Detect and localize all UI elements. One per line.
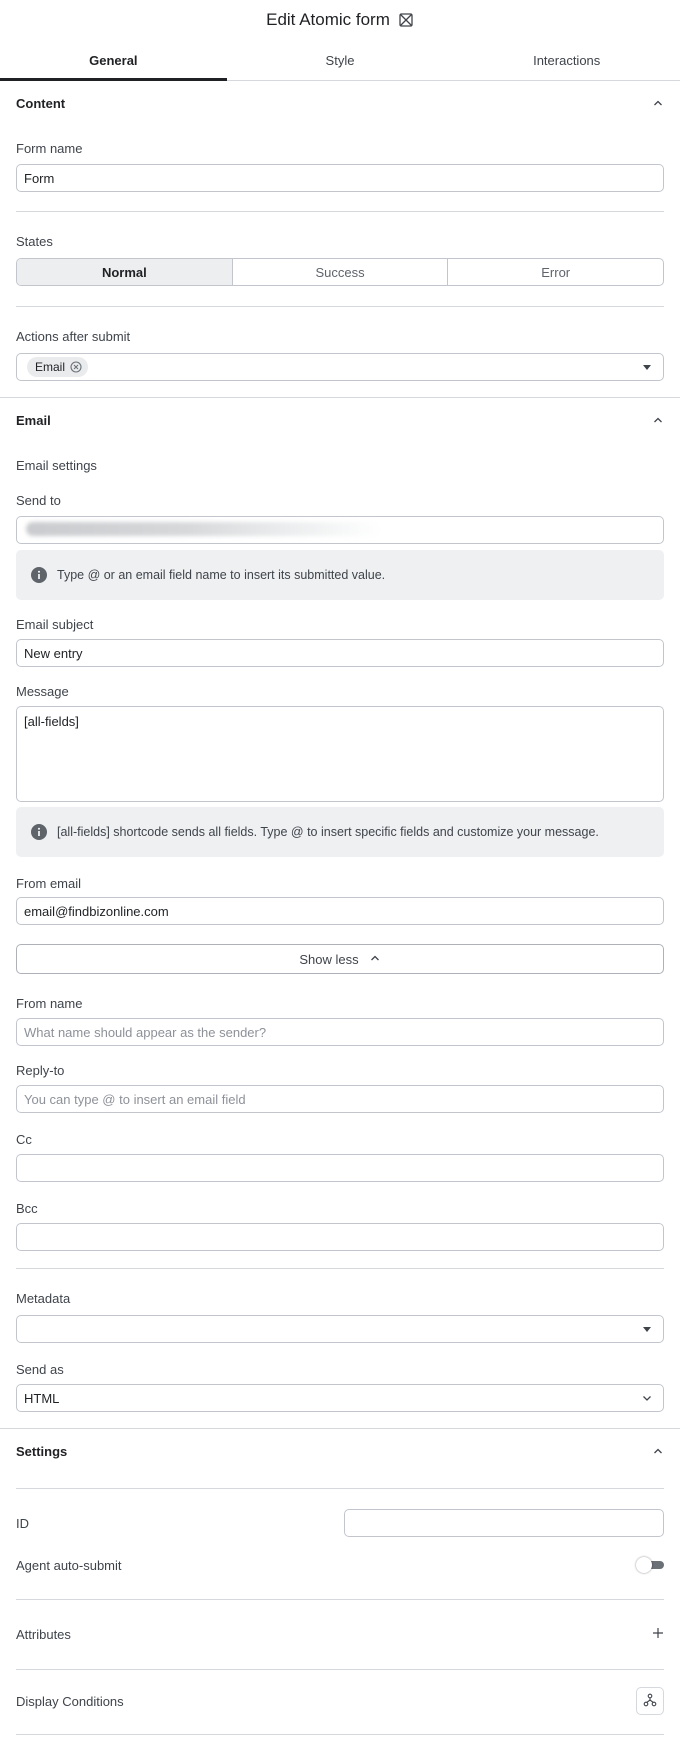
chevron-down-icon xyxy=(641,1392,653,1407)
state-success-button[interactable]: Success xyxy=(233,259,449,285)
chevron-up-icon xyxy=(369,952,381,967)
panel-header xyxy=(0,0,680,40)
reply-to-label: Reply-to xyxy=(16,1063,65,1078)
from-name-input[interactable] xyxy=(16,1018,664,1046)
id-input[interactable] xyxy=(344,1509,664,1537)
email-section-toggle[interactable] xyxy=(0,398,680,442)
send-as-value: HTML xyxy=(24,1390,60,1406)
reply-to-input[interactable] xyxy=(16,1085,664,1113)
id-label: ID xyxy=(16,1515,29,1531)
panel-title: Edit Atomic form xyxy=(266,10,390,29)
info-icon xyxy=(31,824,47,840)
email-subject-input[interactable] xyxy=(16,639,664,667)
settings-section-toggle[interactable] xyxy=(0,1429,680,1473)
bcc-label: Bcc xyxy=(16,1201,38,1216)
plus-icon[interactable] xyxy=(652,1627,664,1642)
display-conditions-label: Display Conditions xyxy=(16,1693,124,1709)
message-hint xyxy=(16,807,664,857)
form-name-label: Form name xyxy=(16,141,83,156)
email-subject-label: Email subject xyxy=(16,617,94,632)
send-to-hint xyxy=(16,550,664,600)
bcc-input[interactable] xyxy=(16,1223,664,1251)
info-icon xyxy=(31,567,47,583)
states-control xyxy=(16,258,664,286)
message-label: Message xyxy=(16,684,69,699)
action-chip-email xyxy=(27,357,88,377)
from-name-label: From name xyxy=(16,996,83,1011)
tab-general[interactable]: General xyxy=(0,40,227,80)
content-section-title: Content xyxy=(16,95,66,111)
show-less-label: Show less xyxy=(299,951,359,967)
message-hint-text: [all-fields] shortcode sends all fields. Type @ to insert specific fields and customize your message. xyxy=(57,825,599,839)
email-settings-label: Email settings xyxy=(16,458,97,473)
email-section-title: Email xyxy=(16,412,51,428)
send-to-label: Send to xyxy=(16,493,61,508)
actions-after-submit-label: Actions after submit xyxy=(16,329,131,344)
content-section-toggle[interactable] xyxy=(0,81,680,125)
state-error-button[interactable]: Error xyxy=(541,264,571,280)
chevron-up-icon xyxy=(652,1445,664,1457)
send-as-select[interactable] xyxy=(16,1384,664,1412)
remove-chip-icon[interactable] xyxy=(70,361,82,373)
message-textarea[interactable] xyxy=(16,706,664,802)
tab-style[interactable]: Style xyxy=(325,52,355,68)
actions-after-submit-select[interactable] xyxy=(16,353,664,381)
conditions-tree-icon xyxy=(643,1693,657,1710)
chevron-up-icon xyxy=(652,414,664,426)
agent-auto-submit-toggle[interactable] xyxy=(636,1557,664,1573)
from-email-input[interactable] xyxy=(16,897,664,925)
metadata-label: Metadata xyxy=(16,1291,71,1306)
form-name-input[interactable] xyxy=(16,164,664,192)
metadata-select[interactable] xyxy=(16,1315,664,1343)
panel-tabs xyxy=(0,40,680,81)
cc-input[interactable] xyxy=(16,1154,664,1182)
toggle-knob xyxy=(636,1557,652,1573)
action-chip-label: Email xyxy=(35,360,66,374)
from-email-label: From email xyxy=(16,876,82,891)
send-as-label: Send as xyxy=(16,1362,64,1377)
dropdown-caret-icon xyxy=(643,365,651,370)
show-less-button[interactable] xyxy=(16,944,664,974)
send-to-hint-text: Type @ or an email field name to insert its submitted value. xyxy=(57,568,386,582)
cc-label: Cc xyxy=(16,1132,32,1147)
display-conditions-button[interactable] xyxy=(636,1687,664,1715)
agent-auto-submit-label: Agent auto-submit xyxy=(16,1557,122,1573)
states-label: States xyxy=(16,234,53,249)
dropdown-caret-icon xyxy=(643,1327,651,1332)
attributes-label: Attributes xyxy=(16,1626,71,1642)
send-to-redacted-value xyxy=(26,522,381,536)
tab-interactions[interactable]: Interactions xyxy=(533,52,601,68)
atomic-form-icon xyxy=(398,12,414,28)
settings-section-title: Settings xyxy=(16,1443,68,1459)
state-normal-button[interactable]: Normal xyxy=(17,259,233,285)
chevron-up-icon xyxy=(652,97,664,109)
